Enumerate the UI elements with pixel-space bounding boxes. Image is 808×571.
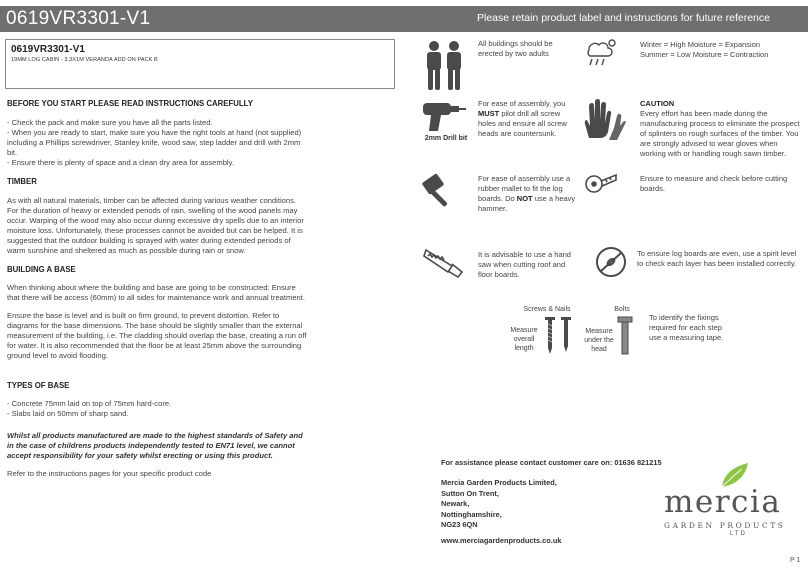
base-section (7, 265, 307, 361)
drill-text (478, 99, 574, 139)
mallet-text-not: NOT (516, 194, 533, 203)
drill-text-post: pilot drill all screw holes and ensure all screw heads are countersunk. (478, 109, 567, 138)
screw-nail-icon (543, 316, 577, 360)
caution-title: CAUTION (640, 99, 675, 108)
address-line: Newark, (441, 499, 470, 508)
safety-statement: Whilst all products manufactured are made to the highest standards of Safety and in the case of childrens products independently tested to EN71 level, we cannot accept responsibility for your safety whilst erecting or using this product. (7, 431, 303, 460)
logo-subtitle: GARDEN PRODUCTS (664, 521, 786, 530)
tape-text: Ensure to measure and check before cutting boards. (640, 174, 788, 193)
drill-text-must: MUST (478, 109, 500, 118)
contact-address (441, 478, 557, 531)
header-bar (0, 6, 808, 32)
weather-winter: Winter = High Moisture = Expansion (640, 40, 761, 49)
level-text: To ensure log boards are even, use a spirit level to check each layer has been installed correctly. (637, 249, 797, 268)
measure-overall-label: Measure overall length (510, 327, 538, 352)
saw-text: It is advisable to use a hand saw when cutting roof and floor boards. (478, 250, 571, 279)
contact-line: For assistance please contact customer care on: 01636 821215 (441, 458, 662, 467)
intro-line: - Ensure there is plenty of space and a clean dry area for assembly. (7, 158, 234, 167)
people-text: All buildings should be erected by two adults (478, 39, 553, 58)
two-people-icon (422, 40, 466, 92)
bolt-icon (615, 316, 635, 360)
types-line: - Concrete 75mm laid on top of 75mm hard-core. (7, 399, 172, 408)
page-number: P 1 (790, 557, 801, 564)
header-code: 0619VR3301-V1 (6, 8, 151, 29)
timber-text: As with all natural materials, timber can be affected during various weather conditions. For the duration of heavy or extended periods of rain, swelling of the wood panels may occur. Warping of the wood may also occur during excessive dry spells due to an interior moisture loss. Unfortunately, these processes cannot be avoided but can be helped. It is suggested that the outdoor building is sprayed with water during extended periods of warm sunshine and sheltered as much as possible during rain or snow. (7, 196, 304, 255)
measure-head-label: Measure under the head (584, 328, 614, 353)
bolts-label: Bolts (614, 306, 630, 313)
weather-summer: Summer = Low Moisture = Contraction (640, 50, 769, 59)
postcode: NG23 6QN (441, 520, 478, 529)
drill-bit-label: 2mm Drill bit (424, 135, 468, 142)
types-section (7, 381, 307, 419)
caution-section (640, 99, 805, 159)
mallet-text-post: use a heavy hammer. (478, 194, 576, 213)
product-description: 19MM LOG CABIN - 3.3X1M VERANDA ADD ON PACK B (11, 57, 158, 63)
product-code: 0619VR3301-V1 (11, 44, 85, 55)
caution-text: Every effort has been made during the manufacturing process to eliminate the prospect of splinters on rough surfaces of the timber. You are strongly advised to wear gloves when working with or handling rough sawn timber. (640, 109, 800, 158)
types-line: - Slabs laid on 50mm of sharp sand. (7, 409, 129, 418)
refer-note: Refer to the instructions pages for your specific product code (7, 469, 212, 478)
mallet-icon (422, 173, 458, 209)
gloves-icon (583, 98, 627, 142)
intro-section (7, 99, 307, 168)
base-text-2: Ensure the base is level and is built on firm ground, to prevent distortion. Refer to diagrams for the base dimensions. The base should be slightly smaller than the external measurement of the building, i.e. The cladding should overlap the base, creating a run off for water. It is also recommended that the floor be at least 25mm above the surrounding ground level to avoid flooding. (7, 311, 307, 360)
weather-text (640, 40, 800, 60)
base-heading: BUILDING A BASE (7, 265, 76, 274)
drill-icon (421, 99, 467, 133)
screws-nails-label: Screws & Nails (523, 306, 571, 313)
base-text-1: When thinking about where the building and base are going to be constructed: Ensure that there will be access (60mm) to all sides for maintenance work and annual treatment. (7, 283, 305, 302)
company-name: Mercia Garden Products Limited, (441, 478, 557, 487)
website-link[interactable]: www.merciagardenproducts.co.uk (441, 536, 562, 545)
spirit-level-icon (594, 245, 628, 279)
types-heading: TYPES OF BASE (7, 381, 70, 390)
logo-ltd: LTD (730, 531, 747, 537)
intro-line: - Check the pack and make sure you have all the parts listed. (7, 118, 213, 127)
header-note: Please retain product label and instructions for future reference (476, 12, 770, 24)
address-line: Nottinghamshire, (441, 509, 502, 519)
product-box (5, 39, 395, 89)
hand-saw-icon (422, 246, 466, 278)
mallet-text (478, 174, 576, 214)
intro-line: - When you are ready to start, make sure you have the right tools at hand (not supplied) including a Phillips screwdriver, Stanley knife, wood saw, step ladder and drill with 2mm bit. (7, 128, 302, 157)
timber-section (7, 177, 307, 256)
tape-measure-icon (584, 172, 618, 196)
fixings-note: To identify the fixings required for each step use a measuring tape. (649, 313, 724, 342)
drill-text-pre: For ease of assembly, you (478, 99, 566, 108)
address-line: Sutton On Trent, (441, 488, 499, 498)
logo-wordmark: mercia (664, 484, 782, 520)
mallet-text-pre: For ease of assembly use a rubber mallet to fit the log boards. Do (478, 174, 571, 203)
timber-heading: TIMBER (7, 177, 37, 186)
intro-heading: BEFORE YOU START PLEASE READ INSTRUCTIONS CAREFULLY (7, 99, 253, 108)
weather-icon (584, 38, 618, 68)
